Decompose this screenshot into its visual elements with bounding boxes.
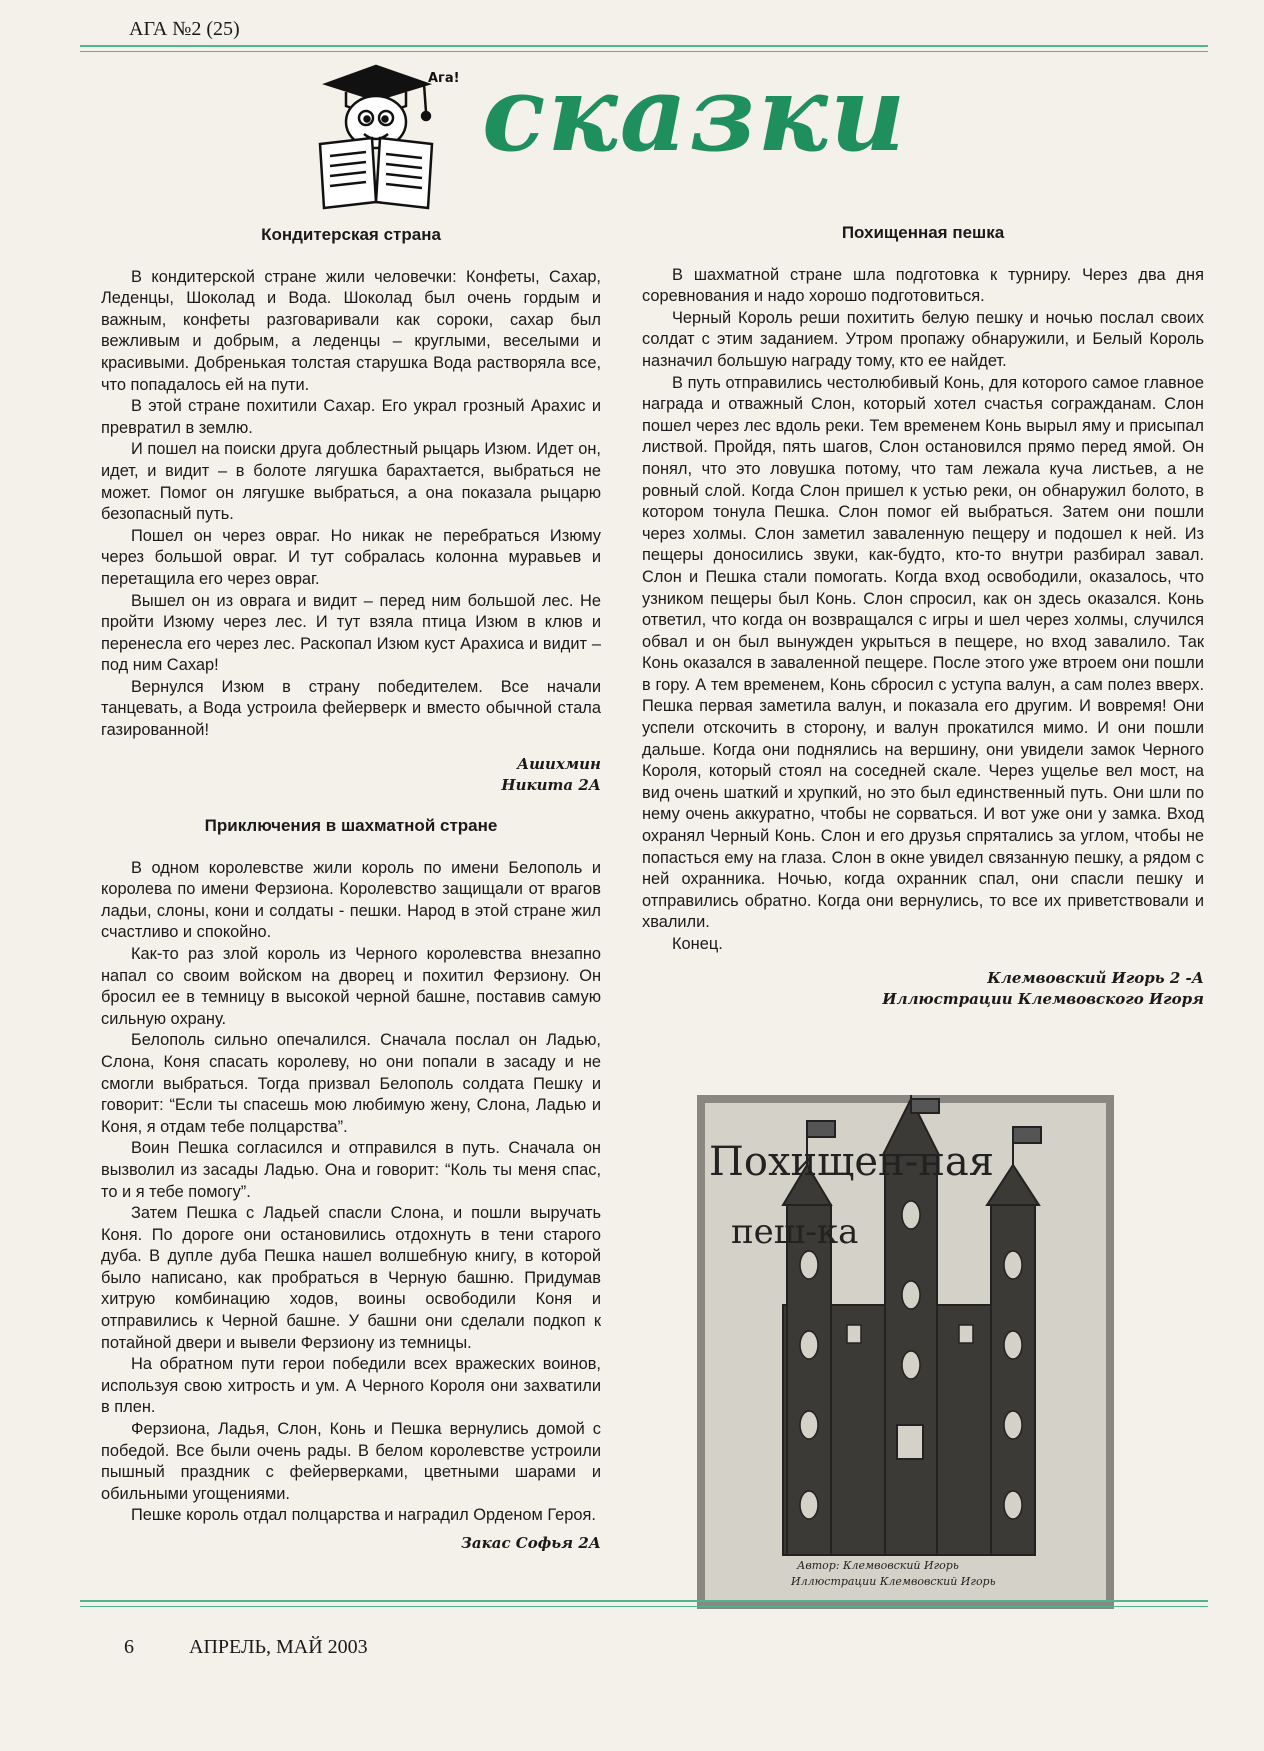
author-surname: Ашихмин bbox=[516, 754, 601, 773]
mascot-cap-text: Ага! bbox=[428, 71, 460, 86]
drawing-title-line1: Похищен-ная bbox=[709, 1139, 994, 1185]
story-paragraph: Ферзиона, Ладья, Слон, Конь и Пешка вернулись домой с победой. Все были очень рады. В белом королевстве устроили пышный праздник с фейерверками, цветными шарами и обильными угощениями. bbox=[101, 1420, 601, 1503]
header-rule bbox=[80, 45, 1208, 52]
story-paragraph: Вышел он из оврага и видит – перед ним большой лес. Не пройти Изюму через лес. И тут взяла птица Изюм в клюв и перенесла его через лес. Раскопал Изюм куст Арахиса и видит – под ним Сахар! bbox=[101, 591, 601, 675]
newspaper-reader-mascot-icon bbox=[306, 62, 460, 210]
story-author: Закас Софья 2А bbox=[461, 1534, 601, 1552]
story-paragraph: Пешке король отдал полцарства и наградил Орденом Героя. bbox=[131, 1506, 596, 1525]
section-title: сказки bbox=[482, 52, 908, 175]
issue-date: АПРЕЛЬ, МАЙ 2003 bbox=[189, 1636, 368, 1658]
author-name: Никита 2А bbox=[501, 775, 601, 794]
story-paragraph: В одном королевстве жили король по имени Белополь и королева по имени Ферзиона. Королевство защищали от врагов ладьи, слоны, кони и солдаты - пешки. Народ в этой стране жил счастливо и спокойно. bbox=[101, 858, 601, 942]
drawing-title-line2: пеш-ка bbox=[731, 1212, 859, 1252]
story-title: Кондитерская страна bbox=[261, 225, 441, 244]
story-konditerskaya bbox=[101, 224, 601, 796]
story-paragraph: Затем Пешка с Ладьей спасли Слона, и пошли выручать Коня. По дороге они остановились отдохнуть в тени старого дуба. В дупле дуба Пешка нашел волшебную книгу, в которой было написано, как пробраться в Черную башню. Придумав хитрую комбинацию ходов, воины освободили Коня и отправились к Черной башне. У башни они сделали подкоп к потайной двери и вывели Ферзиону из темницы. bbox=[101, 1204, 601, 1352]
story-paragraph: Пошел он через овраг. Но никак не перебраться Изюму через большой овраг. И тут собралась колонна муравьев и перетащила его через овраг. bbox=[101, 526, 601, 588]
drawing-caption-illustrations: Иллюстрации Клемвовский Игорь bbox=[791, 1575, 996, 1588]
story-pokhishchennaya-peshka bbox=[642, 222, 1204, 1010]
story-paragraph: Воин Пешка согласился и отправился в путь. Сначала он вызволил из засады Ладью. Она и говорит: “Коль ты меня спас, то и я тебе помогу”. bbox=[101, 1139, 601, 1201]
story-paragraph: В этой стране похитили Сахар. Его украл грозный Арахис и превратил в землю. bbox=[101, 397, 601, 437]
story-shakhmatnaya bbox=[101, 815, 601, 1554]
illustrations-credit: Иллюстрации Клемвовского Игоря bbox=[882, 989, 1204, 1008]
story-paragraph: В кондитерской стране жили человечки: Конфеты, Сахар, Леденцы, Шоколад и Вода. Шоколад был очень гордым и важным, конфеты разговаривали как сороки, сахар был вежливым и добрым, а леденцы – круглыми, веселыми и красивыми. Добренькая толстая старушка Вода растворяла все, что попадалось ей на пути. bbox=[101, 267, 601, 394]
page-number: 6 bbox=[124, 1636, 134, 1658]
story-paragraph: На обратном пути герои победили всех вражеских воинов, используя свою хитрость и ум. А Черного Короля они захватили в плен. bbox=[101, 1355, 601, 1417]
story-author bbox=[101, 754, 601, 796]
story-paragraph: И пошел на поиски друга доблестный рыцарь Изюм. Идет он, идет, и видит – в болоте лягушка барахтается, выбраться не может. Помог он лягушке выбраться, а она показала рыцарю безопасный путь. bbox=[101, 440, 601, 524]
story-paragraph: В путь отправились честолюбивый Конь, для которого самое главное награда и отважный Слон, который хотел счастья согражданам. Слон пошел через лес вдоль реки. Тем временем Конь вырыл яму и присыпал листвой. Пройдя, пять шагов, Слон остановился прямо перед ямой. Он понял, что это ловушка потому, что там лежала куча листьев, а не ровный слой. Когда Слон пришел к устью реки, он обнаружил болото, в котором тонула Пешка. Слон помог ей выбраться. Затем они пошли через холмы. Слон заметил заваленную пещеру и подошел к ней. Из пещеры доносились звуки, как-будто, кто-то внутри разбирал завал. Слон и Пешка стали помогать. Когда вход освободили, оказалось, что узником пещеры был Конь. Слон спросил, как он здесь оказался. Конь ответил, что когда он возвращался с игры и шел через холмы, случился обвал и он был вынужден укрыться в пещере, но вход завалило. Так Конь оказался в заваленной пещере. После этого уже втроем они пошли в гору. А тем временем, Конь сбросил с уступа валун, а сам полез вверх. Пешка первая заметила валун, и показала его другим. И вовремя! Они успели отскочить в сторону, и валун прокатился мимо. И они пошли дальше. Когда они поднялись на вершину, они увидели замок Черного Короля, который стоял на соседней скале. Через ущелье вел мост, на вид очень шаткий и хрупкий, но это был единственный путь. Они шли по нему очень аккуратно, чтобы не сорваться. И вот уже они у замка. Вход охранял Черный Конь. Слон и его друзья спрятались за углом, чтобы не попасться ему на глаза. Слон в окне увидел связанную пешку, а рядом с ней охранника. Ночью, когда охранник спал, они спасли пешку и отправились обратно. Когда они вернулись, то все их приветствовали и хвалили. bbox=[642, 373, 1204, 932]
story-paragraph: Как-то раз злой король из Черного королевства внезапно напал со своим войском на дворец и похитил Ферзиону. Он бросил ее в темницу в высокой черной башне, поставив самую сильную охрану. bbox=[101, 944, 601, 1028]
castle-drawing-image bbox=[697, 1095, 1114, 1609]
issue-number: АГА №2 (25) bbox=[129, 18, 240, 40]
story-paragraph: Белополь сильно опечалился. Сначала послал он Ладью, Слона, Коня спасать королеву, но они попали в засаду и не смогли выбраться. Тогда призвал Белополь солдата Пешку и говорит: “Если ты спасешь мою любимую жену, Слона, Ладью и Коня, я отдам тебе полцарства”. bbox=[101, 1031, 601, 1136]
story-author: Клемвовский Игорь 2 -А bbox=[987, 968, 1204, 987]
story-title: Похищенная пешка bbox=[841, 223, 1005, 242]
story-paragraph: Черный Король реши похитить белую пешку и ночью послал своих солдат с этим заданием. Утром пропажу обнаружили, и Белый Король назначил большую награду тому, кто ее найдет. bbox=[642, 308, 1204, 370]
footer-rule bbox=[80, 1600, 1208, 1607]
story-paragraph: В шахматной стране шла подготовка к турниру. Через два дня соревнования и надо хорошо подготовиться. bbox=[642, 265, 1204, 306]
story-paragraph: Конец. bbox=[672, 935, 723, 953]
story-title: Приключения в шахматной стране bbox=[204, 816, 498, 835]
drawing-caption-author: Автор: Клемвовский Игорь bbox=[797, 1559, 959, 1572]
story-paragraph: Вернулся Изюм в страну победителем. Все начали танцевать, а Вода устроила фейерверк и вместо обычной стала газированной! bbox=[101, 677, 601, 740]
